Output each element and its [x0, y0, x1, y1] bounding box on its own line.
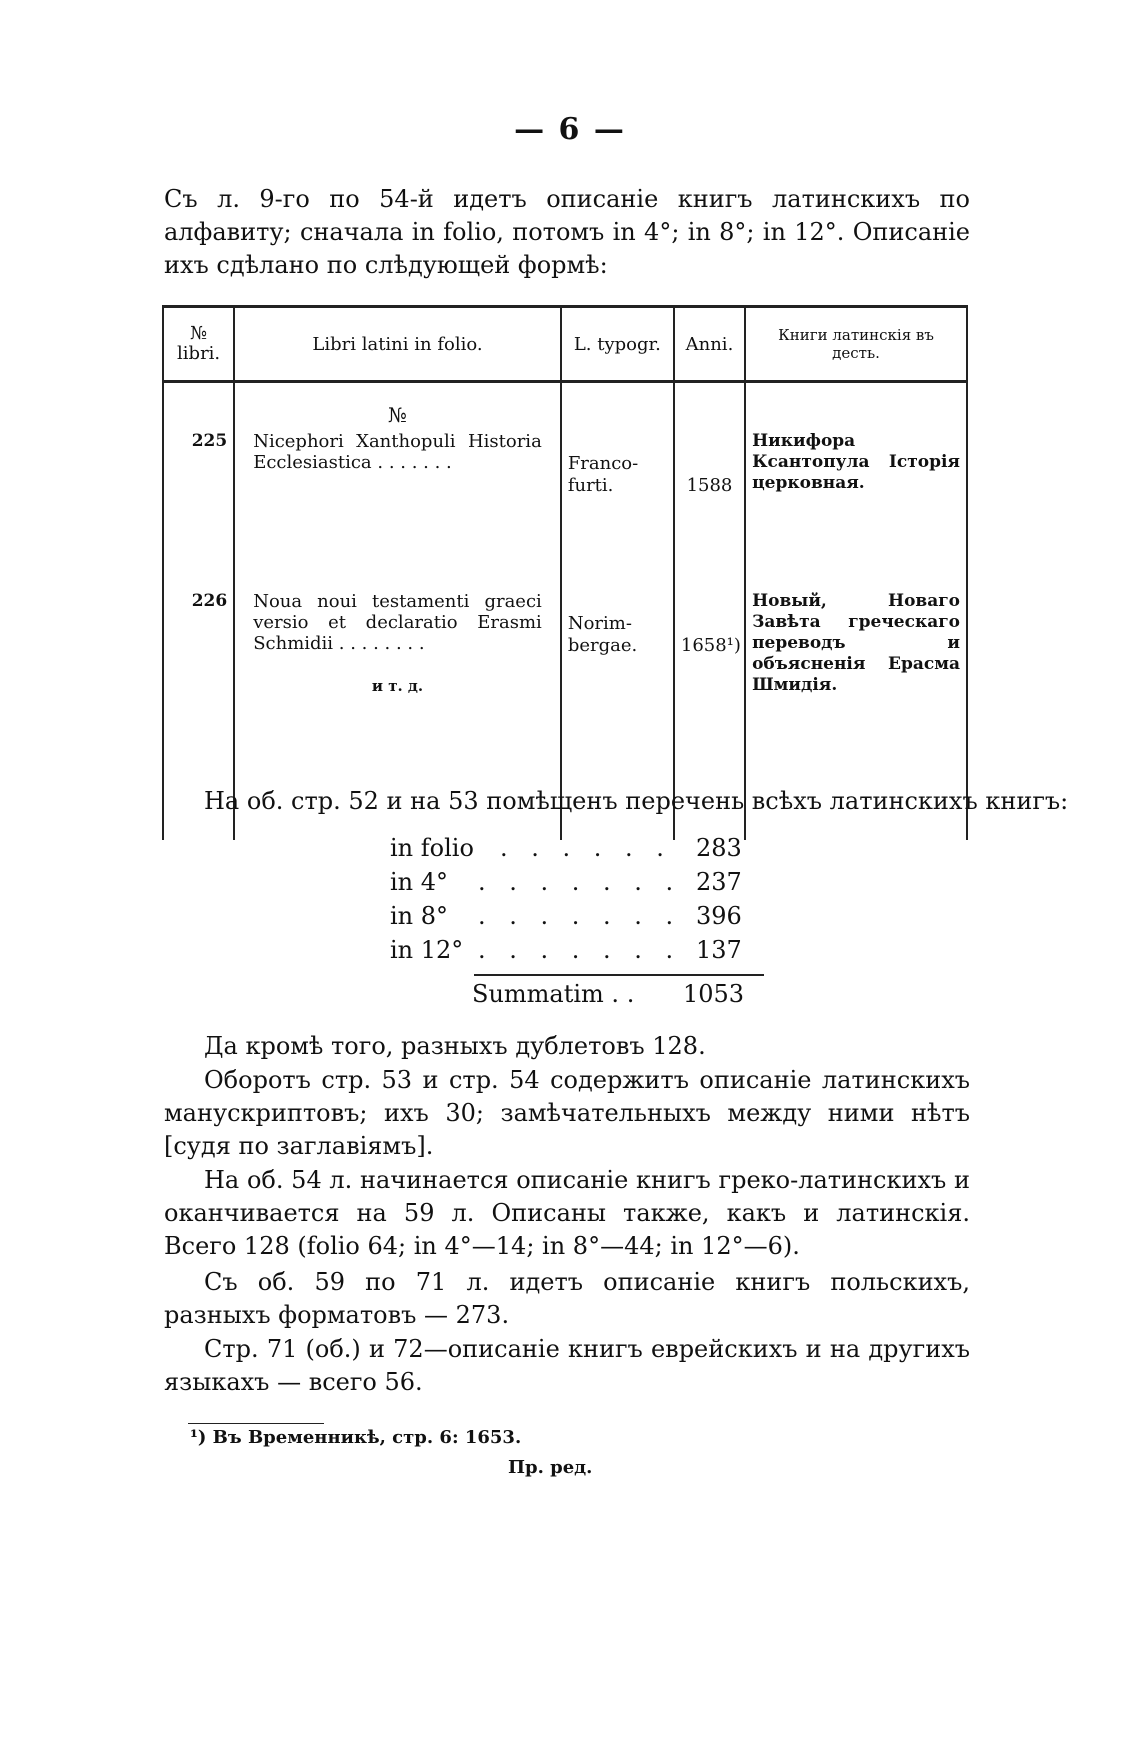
- page-number: — 6 —: [514, 112, 626, 147]
- format-dots: . . . . . . .: [478, 936, 682, 964]
- intro-paragraph: Съ л. 9-го по 54-й идетъ описаніе книгъ латинскихъ по алфавиту; сначала in folio, потомъ in 4°; in 8°; in 12°. Описаніе ихъ сдѣлано по слѣдующей формѣ:: [164, 185, 970, 279]
- row-latin-text: Noua noui testamenti graeci versio et declaratio Erasmi Schmidii . . . . . . . .: [253, 591, 542, 654]
- row-year: 1588: [674, 427, 745, 587]
- format-value: 283: [696, 834, 742, 862]
- row-typogr: Franco-furti.: [561, 427, 674, 587]
- footnote-rule: [188, 1423, 324, 1424]
- row-russian-title: Никифора Ксантопула Історія церковная.: [745, 427, 967, 587]
- header-anni: Anni.: [674, 307, 745, 382]
- footnote: ¹) Въ Временникѣ, стр. 6: 1653.: [190, 1427, 522, 1448]
- paragraph-greco-latin: На об. 54 л. начинается описаніе книгъ греко-латинскихъ и оканчивается на 59 л. Описаны также, какъ и латинскія. Всего 128 (folio 64; in 4°—14; in 8°—44; in 12°—6).: [164, 1166, 970, 1260]
- row-russian-title: Новый, Новаго Завѣта греческаго переводъ и объясненія Ерасма Шмидія.: [745, 587, 967, 840]
- format-dots: . . . . . . .: [478, 902, 682, 930]
- header-russian: Книги латинскія въ десть.: [745, 307, 967, 382]
- row-latin-title: Nicephori Xanthopuli Historia Ecclesiastica . . . . . . .: [234, 427, 561, 587]
- list-intro: На об. стр. 52 и на 53 помѣщенъ перечень всѣхъ латинскихъ книгъ:: [204, 787, 1069, 815]
- table-header-row: [163, 307, 967, 382]
- paragraph-manuscripts: Оборотъ стр. 53 и стр. 54 содержитъ описаніе латинскихъ манускриптовъ; ихъ 30; замѣчательныхъ между ними нѣтъ [судя по заглавіямъ].: [164, 1066, 970, 1160]
- number-sign: №: [388, 403, 407, 427]
- header-typogr: L. typogr.: [561, 307, 674, 382]
- table-row: [163, 427, 967, 587]
- format-value: 237: [696, 868, 742, 896]
- footnote-signature: Пр. ред.: [508, 1457, 593, 1478]
- row-num: 225: [163, 427, 234, 587]
- header-num: № libri.: [163, 307, 234, 382]
- number-sign-row: [163, 382, 967, 428]
- format-label: in 12°: [390, 936, 464, 964]
- paragraph-dublets: Да кромѣ того, разныхъ дублетовъ 128.: [204, 1032, 706, 1060]
- paragraph-hebrew: Стр. 71 (об.) и 72—описаніе книгъ еврейскихъ и на другихъ языкахъ — всего 56.: [164, 1335, 970, 1396]
- format-value: 137: [696, 936, 742, 964]
- header-latin: Libri latini in folio.: [234, 307, 561, 382]
- etc-label: и т. д.: [371, 677, 424, 695]
- format-value: 396: [696, 902, 742, 930]
- format-dots: . . . . . .: [500, 834, 672, 862]
- summatim-label: Summatim . .: [472, 980, 635, 1008]
- row-num: 226: [163, 587, 234, 840]
- format-dots: . . . . . . .: [478, 868, 682, 896]
- format-label: in folio: [390, 834, 474, 862]
- row-year: 1658¹): [674, 587, 745, 840]
- catalog-table: [162, 305, 968, 840]
- summatim-value: 1053: [683, 980, 745, 1008]
- sum-rule: [474, 974, 764, 976]
- row-typogr: Norim-bergae.: [561, 587, 674, 840]
- format-label: in 8°: [390, 902, 449, 930]
- paragraph-polish: Съ об. 59 по 71 л. идетъ описаніе книгъ польскихъ, разныхъ форматовъ — 273.: [164, 1268, 970, 1329]
- format-label: in 4°: [390, 868, 449, 896]
